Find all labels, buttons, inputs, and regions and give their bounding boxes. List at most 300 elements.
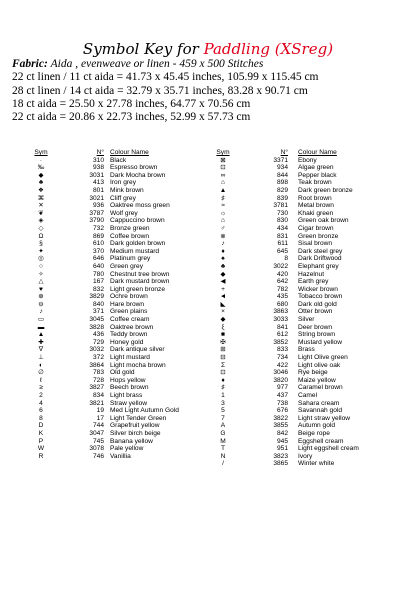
colour-name-cell: Light Tender Green (110, 414, 167, 422)
table-row (0, 354, 200, 362)
table-row (0, 179, 200, 187)
table-row (0, 400, 200, 408)
symbol-cell: ◆ (220, 270, 226, 278)
colour-name-cell: String brown (298, 331, 336, 339)
number-cell: 3790 (89, 217, 104, 225)
number-cell: 3031 (89, 171, 104, 179)
colour-name-cell: Wicker brown (298, 285, 338, 293)
number-cell: 3078 (89, 445, 104, 453)
count-line: 28 ct linen / 14 ct aida = 32.79 x 35.71 inches, 83.28 x 90.71 cm (12, 84, 308, 97)
symbol-cell: ♂ (220, 224, 226, 232)
colour-name-cell: Ebony (298, 156, 317, 164)
count-line: 18 ct aida = 25.50 x 27.78 inches, 64.77 x 70.56 cm (12, 97, 251, 110)
table-row (208, 172, 408, 180)
colour-name-cell: Maize yellow (298, 376, 336, 384)
symbol-cell: ⊖ (38, 300, 44, 308)
table-row (208, 308, 408, 316)
symbol-cell: ▲ (37, 331, 45, 339)
number-cell: 676 (276, 407, 288, 415)
table-row (208, 240, 408, 248)
number-cell: 801 (92, 186, 104, 194)
symbol-cell: ◄ (219, 293, 227, 301)
table-row (208, 316, 408, 324)
colour-name-cell: Elephant grey (298, 262, 339, 270)
number-cell: 829 (276, 186, 288, 194)
symbol-cell: ∞ (220, 171, 226, 179)
colour-name-cell: Tobacco brown (298, 293, 343, 301)
colour-name-cell: Green oak brown (298, 217, 349, 225)
table-row (208, 430, 408, 438)
colour-name-cell: Grapefruit yellow (110, 422, 160, 430)
table-row (0, 293, 200, 301)
table-row (208, 278, 408, 286)
header-num: N° (96, 149, 104, 156)
symbol-cell: 8 (39, 414, 43, 422)
table-row (0, 210, 200, 218)
colour-name-cell: Eggshell cream (298, 437, 344, 445)
colour-name-cell: Pale yellow (110, 445, 144, 453)
table-row (0, 157, 200, 165)
number-cell: 738 (276, 399, 288, 407)
number-cell: 3828 (89, 323, 104, 331)
colour-name-cell: Espresso brown (110, 164, 158, 172)
number-cell: 734 (276, 354, 288, 362)
colour-name-cell: Pepper black (298, 171, 337, 179)
symbol-cell: ◀ (220, 278, 226, 286)
number-cell: 977 (276, 384, 288, 392)
table-row (0, 240, 200, 248)
table-row (208, 187, 408, 195)
table-row (208, 157, 408, 165)
symbol-cell: P (38, 437, 44, 445)
symbol-cell: W (37, 445, 45, 453)
colour-name-cell: Light green bronze (110, 285, 165, 293)
symbol-cell: 1 (221, 392, 225, 399)
right-rows (208, 157, 408, 468)
table-row (0, 248, 200, 256)
number-cell: 3032 (89, 346, 104, 354)
table-row (208, 415, 408, 423)
number-cell: 3865 (273, 460, 288, 468)
table-row (208, 445, 408, 453)
number-cell: 436 (92, 331, 104, 339)
number-cell: 610 (92, 240, 104, 248)
fabric-info (12, 58, 412, 124)
number-cell: 3047 (89, 429, 104, 437)
colour-name-cell: Bronze green (110, 224, 150, 232)
symbol-cell: ⊠ (220, 156, 226, 164)
table-row (0, 453, 200, 461)
colour-name-cell: Light eggshell cream (298, 445, 359, 453)
colour-name-cell: Earth grey (298, 278, 329, 286)
number-cell: 732 (92, 224, 104, 232)
symbol-cell: ‰ (37, 164, 45, 172)
number-cell: 3821 (89, 399, 104, 407)
number-cell: 3827 (89, 384, 104, 392)
count-line: 22 ct aida = 20.86 x 22.73 inches, 52.99 x 57.73 cm (12, 111, 251, 124)
table-row (0, 362, 200, 370)
table-row (208, 233, 408, 241)
symbol-cell: ✧ (38, 270, 44, 278)
colour-name-cell: Sahara cream (298, 399, 340, 407)
number-cell: 945 (276, 437, 288, 445)
number-cell: 898 (276, 179, 288, 187)
symbol-cell: ξ (221, 323, 225, 331)
colour-name-cell: Dark steel grey (298, 247, 343, 255)
symbol-cell: A (220, 422, 226, 430)
table-row (208, 438, 408, 446)
symbol-cell: ⊡ (220, 164, 226, 172)
table-row (0, 331, 200, 339)
header-colour: Colour Name (110, 149, 149, 156)
colour-name-cell: Light olive oak (298, 361, 341, 369)
number-cell: 642 (276, 278, 288, 286)
table-row (208, 225, 408, 233)
table-row (208, 202, 408, 210)
symbol-cell: 6 (39, 407, 43, 415)
colour-name-cell: Silver birch beige (110, 429, 161, 437)
colour-name-cell: Mustard yellow (298, 338, 342, 346)
table-row (208, 293, 408, 301)
number-cell: 167 (92, 278, 104, 286)
number-cell: 17 (96, 414, 104, 422)
symbol-cell: 3 (221, 399, 225, 407)
number-cell: 834 (92, 392, 104, 399)
colour-name-cell: Dark Driftwood (298, 255, 342, 263)
symbol-cell: ∅ (38, 369, 44, 377)
table-row (208, 324, 408, 332)
table-row (208, 460, 408, 468)
symbol-cell: × (221, 308, 225, 316)
symbol-cell: ◈ (38, 217, 44, 225)
number-cell: 8 (284, 255, 288, 263)
number-cell: 3033 (273, 316, 288, 324)
number-cell: 832 (92, 285, 104, 293)
number-cell: 746 (92, 452, 104, 460)
number-cell: 728 (92, 376, 104, 384)
symbol-cell: ⊞ (220, 346, 226, 354)
table-row (208, 400, 408, 408)
colour-name-cell: Rye beige (298, 369, 328, 377)
table-row (208, 362, 408, 370)
colour-name-cell: Dark Mocha brown (110, 171, 166, 179)
symbol-cell: ♯ (221, 194, 225, 202)
symbol-cell: ♥ (39, 285, 43, 293)
number-cell: 646 (92, 255, 104, 263)
number-cell: 3371 (273, 156, 288, 164)
table-row (0, 187, 200, 195)
colour-name-cell: Khaki green (298, 209, 334, 217)
colour-name-cell: Light mocha brown (110, 361, 166, 369)
symbol-cell: D (38, 422, 44, 430)
colour-name-cell: Vanillia (110, 452, 131, 460)
colour-name-cell: Beech brown (110, 384, 149, 392)
colour-name-cell: Green plains (110, 308, 148, 316)
table-row (208, 217, 408, 225)
number-cell: 730 (276, 209, 288, 217)
colour-name-cell: Algae green (298, 164, 334, 172)
symbol-cell: · (39, 156, 43, 164)
symbol-cell: ◆ (220, 316, 226, 324)
number-cell: 3787 (89, 209, 104, 217)
colour-name-cell: Light Olive green (298, 354, 348, 362)
colour-name-cell: Green bronze (298, 232, 339, 240)
number-cell: 831 (276, 232, 288, 240)
colour-name-cell: Camel (298, 392, 318, 399)
symbol-cell: ◎ (38, 255, 44, 263)
table-row (0, 430, 200, 438)
number-cell: 3021 (89, 194, 104, 202)
colour-name-cell: Mink brown (110, 186, 144, 194)
colour-name-cell: Autumn gold (298, 422, 336, 430)
colour-name-cell: Dark antique silver (110, 346, 165, 354)
symbol-cell: ⊗ (220, 232, 226, 240)
table-row (0, 172, 200, 180)
colour-name-cell: Medium mustard (110, 247, 160, 255)
colour-name-cell: Green grey (110, 262, 143, 270)
symbol-cell: M (220, 437, 226, 445)
symbol-cell: ◆ (38, 171, 44, 179)
number-cell: 640 (92, 262, 104, 270)
number-cell: 833 (276, 346, 288, 354)
colour-name-cell: Chestnut tree brown (110, 270, 170, 278)
symbol-cell: ❦ (38, 209, 44, 217)
colour-name-cell: Caramel brown (298, 384, 343, 392)
table-row (208, 384, 408, 392)
symbol-cell: ∇ (38, 346, 44, 354)
number-cell: 3820 (273, 376, 288, 384)
colour-name-cell: Metal brown (298, 202, 334, 210)
colour-name-cell: Light straw yellow (298, 414, 351, 422)
number-cell: 3045 (89, 316, 104, 324)
left-rows (0, 157, 200, 461)
colour-name-cell: Winter white (298, 460, 335, 468)
table-header (208, 149, 408, 157)
colour-name-cell: Teak brown (298, 179, 332, 187)
table-row (208, 369, 408, 377)
table-row (208, 179, 408, 187)
number-cell: 780 (92, 270, 104, 278)
table-row (0, 438, 200, 446)
fabric-line (12, 58, 412, 71)
number-cell: 310 (92, 156, 104, 164)
table-row (208, 407, 408, 415)
symbol-cell: K (38, 429, 44, 437)
symbol-cell: ☼ (219, 209, 227, 217)
table-row (208, 210, 408, 218)
table-row (0, 301, 200, 309)
table-row (0, 392, 200, 400)
number-cell: 830 (276, 217, 288, 225)
colour-name-cell: Oaktree brown (110, 323, 154, 331)
table-row (0, 422, 200, 430)
table-row (0, 339, 200, 347)
symbol-cell: ▬ (37, 323, 45, 331)
number-cell: 3863 (273, 308, 288, 316)
colour-name-cell: Root brown (298, 194, 332, 202)
symbol-cell: ⌂ (221, 217, 225, 225)
symbol-cell: 7 (221, 414, 225, 422)
number-cell: 840 (92, 300, 104, 308)
number-cell: 435 (276, 293, 288, 301)
symbol-cell: ♣ (38, 179, 44, 187)
table-row (208, 195, 408, 203)
table-row (0, 415, 200, 423)
colour-name-cell: Light brass (110, 392, 143, 399)
number-cell: 420 (276, 270, 288, 278)
colour-name-cell: Black (110, 156, 127, 164)
table-row (208, 301, 408, 309)
symbol-cell: G (220, 429, 226, 437)
title-prefix: Symbol Key for (82, 40, 199, 58)
table-row (0, 271, 200, 279)
number-cell: 844 (276, 171, 288, 179)
table-row (0, 255, 200, 263)
colour-name-cell: Coffee cream (110, 316, 150, 324)
number-cell: 744 (92, 422, 104, 430)
table-row (0, 384, 200, 392)
table-row (208, 271, 408, 279)
number-cell: 372 (92, 354, 104, 362)
number-cell: 422 (276, 361, 288, 369)
symbol-cell: N (220, 452, 226, 460)
number-cell: 3822 (273, 414, 288, 422)
table-row (208, 377, 408, 385)
number-cell: 745 (92, 437, 104, 445)
page-title (0, 40, 416, 58)
colour-name-cell: Cliff grey (110, 194, 136, 202)
table-row (208, 331, 408, 339)
colour-name-cell: Deer brown (298, 323, 333, 331)
colour-name-cell: Savannah gold (298, 407, 342, 415)
symbol-cell: R (38, 452, 44, 460)
symbol-cell: ✕ (38, 202, 44, 210)
colour-name-cell: Teddy brown (110, 331, 148, 339)
symbol-cell: ⊕ (38, 293, 44, 301)
number-cell: 3829 (89, 293, 104, 301)
header-sym: Sym (34, 149, 48, 156)
table-row (0, 217, 200, 225)
header-sym: Sym (216, 149, 230, 156)
colour-name-cell: Hare brown (110, 300, 145, 308)
fabric-label: Fabric: (12, 58, 48, 70)
number-cell: 645 (276, 247, 288, 255)
table-row (208, 354, 408, 362)
table-row (208, 286, 408, 294)
symbol-cell: ■ (221, 331, 225, 339)
colour-name-cell: Beige rope (298, 429, 330, 437)
symbol-cell: ≈ (221, 202, 225, 210)
count-line: 22 ct linen / 11 ct aida = 41.73 x 45.45 inches, 105.99 x 115.45 cm (12, 71, 319, 84)
symbol-cell: ◇ (38, 224, 44, 232)
symbol-cell: ♦ (221, 247, 225, 255)
symbol-cell: T (220, 445, 226, 453)
table-row (0, 324, 200, 332)
table-row (208, 255, 408, 263)
symbol-cell: ❖ (38, 186, 44, 194)
table-row (0, 346, 200, 354)
symbol-cell: ✚ (38, 338, 44, 346)
number-cell: 3046 (273, 369, 288, 377)
symbol-cell: ♯ (221, 384, 225, 392)
table-row (0, 445, 200, 453)
colour-name-cell: Old gold (110, 369, 135, 377)
table-row (208, 248, 408, 256)
number-cell: 783 (92, 369, 104, 377)
colour-name-cell: Brass (298, 346, 315, 354)
number-cell: 729 (92, 338, 104, 346)
colour-name-cell: Wolf grey (110, 209, 138, 217)
symbol-cell: ♣ (220, 262, 226, 270)
number-cell: 934 (276, 164, 288, 172)
number-cell: 841 (276, 323, 288, 331)
symbol-cell: ◐ (39, 361, 43, 369)
colour-name-cell: Otter brown (298, 308, 333, 316)
symbol-cell: ♪ (39, 308, 43, 316)
table-row (0, 202, 200, 210)
symbol-cell: ♠ (221, 255, 225, 263)
number-cell: 782 (276, 285, 288, 293)
colour-name-cell: Sisal brown (298, 240, 333, 248)
colour-name-cell: Cigar brown (298, 224, 334, 232)
symbol-cell: ℓ (39, 376, 43, 384)
number-cell: 3823 (273, 452, 288, 460)
number-cell: 413 (92, 179, 104, 187)
number-cell: 842 (276, 429, 288, 437)
symbol-cell: Ω (38, 232, 44, 240)
colour-name-cell: Med Light Autumn Gold (110, 407, 179, 415)
table-row (0, 316, 200, 324)
table-row (208, 164, 408, 172)
colour-name-cell: Coffee brown (110, 232, 150, 240)
symbol-cell: ♦ (221, 376, 225, 384)
table-row (208, 453, 408, 461)
left-column (0, 149, 200, 460)
number-cell: 3781 (273, 202, 288, 210)
symbol-cell: ♪ (221, 240, 225, 248)
colour-name-cell: Dark mustard brown (110, 278, 170, 286)
table-row (0, 164, 200, 172)
symbol-cell: ▭ (37, 316, 45, 324)
colour-name-cell: Iron grey (110, 179, 137, 187)
colour-name-cell: Light mustard (110, 354, 150, 362)
table-row (0, 308, 200, 316)
number-cell: 3022 (273, 262, 288, 270)
table-row (208, 346, 408, 354)
symbol-cell: ⌘ (37, 194, 45, 202)
colour-name-cell: Silver (298, 316, 315, 324)
number-cell: 680 (276, 300, 288, 308)
colour-name-cell: Dark green bronze (298, 186, 353, 194)
number-cell: 19 (96, 407, 104, 415)
number-cell: 3864 (89, 361, 104, 369)
symbol-cell: ○ (39, 262, 43, 270)
colour-name-cell: Platinum grey (110, 255, 151, 263)
table-row (0, 225, 200, 233)
colour-name-cell: Hops yellow (110, 376, 146, 384)
colour-name-cell: Honey gold (110, 338, 144, 346)
number-cell: 434 (276, 224, 288, 232)
symbol-cell: ⌂ (221, 179, 225, 187)
symbol-cell: ≥ (39, 384, 43, 392)
number-cell: 437 (276, 392, 288, 399)
colour-name-cell: Dark golden brown (110, 240, 166, 248)
number-cell: 938 (92, 164, 104, 172)
colour-name-cell: Ivory (298, 452, 313, 460)
symbol-cell: ⊡ (220, 369, 226, 377)
table-row (0, 407, 200, 415)
pattern-name: Paddling (XSreg) (203, 40, 334, 58)
